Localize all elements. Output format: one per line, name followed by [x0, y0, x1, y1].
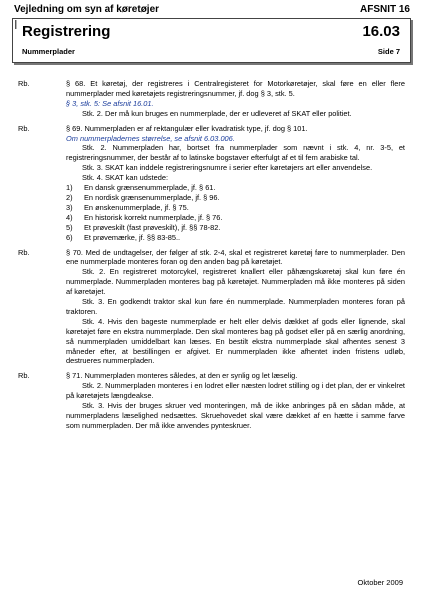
- rule-line: Stk. 2. Nummerpladen monteres i en lodret eller næsten lodret stilling og i det plan, der er vinkelret på køretøjets længdeakse.: [66, 381, 405, 401]
- page-number: Side 7: [377, 47, 400, 56]
- rule-line: Stk. 3. Hvis der bruges skruer ved monteringen, må de ikke anbringes på en sådan måde, at nummerpladens læselighed nedsættes. Skruehovedet skal være dækket af en hætte i samme farve som nummerpladen. Der må ikke anvendes pynteskruer.: [66, 401, 405, 430]
- enumerated-list: [66, 183, 405, 242]
- list-item-text: En ønskenummerplade, jf. § 75.: [84, 202, 189, 212]
- rule-line: Stk. 4. Hvis den bageste nummerplade er helt eller delvis dækket af gods eller lignende, skal køretøjet føre en ekstra nummerplade. Den skal monteres bag på godset eller på en særlig anordning, så nummerpladen umiddelbart kan læses. En bestilt ekstra nummerplade skal afhentes senest 3 måneder efter, at bestillingen er afgivet. Er nummerpladen ikke afhentet inden fristens udløb, destrueres nummerpladen.: [66, 316, 405, 366]
- list-item: [66, 203, 405, 213]
- list-item-text: En nordisk grænsenummerplade, jf. § 96.: [84, 192, 220, 202]
- rule-line: § 69. Nummerpladen er af rektangulær eller kvadratisk type, jf. dog § 101.: [66, 123, 308, 133]
- section-label: AFSNIT 16: [359, 3, 410, 15]
- rule-text: [66, 248, 405, 367]
- cross-reference: § 3, stk. 5: Se afsnit 16.01.: [66, 98, 154, 108]
- rule-marker: Rb.: [18, 371, 30, 381]
- rule-marker: Rb.: [18, 247, 30, 257]
- list-item-text: Et prøvemærke, jf. §§ 83-85..: [84, 232, 181, 242]
- rule-line: Stk. 4. SKAT kan udstede:: [82, 173, 168, 183]
- list-item-text: Et prøveskilt (fast prøveskilt), jf. §§ 78-82.: [84, 222, 221, 232]
- cross-reference: Om nummerpladernes størrelse, se afsnit 6.03.006.: [66, 133, 235, 143]
- rule-text: [66, 124, 405, 243]
- rule-line: Stk. 3. En godkendt traktor skal kun føre én nummerplade. Nummerpladen monteres foran på traktoren.: [66, 297, 405, 316]
- list-item-text: En historisk korrekt nummerplade, jf. § 76.: [84, 212, 223, 222]
- rule-line: Stk. 2. En registreret motorcykel, registreret knallert eller påhængskøretøj skal kun føre én nummerplade. Nummerpladen monteres bag på køretøjet. Nummerpladen må ikke monteres på siden af køretøjet.: [66, 267, 405, 297]
- list-item-number: 5): [66, 222, 73, 232]
- list-item: [66, 183, 405, 193]
- list-item-number: 2): [66, 192, 73, 202]
- rule-text: [66, 371, 405, 430]
- list-item: [66, 233, 405, 243]
- list-item-text: En dansk grænsenummerplade, jf. § 61.: [84, 183, 216, 193]
- list-item: [66, 213, 405, 223]
- rule-marker: Rb.: [18, 123, 30, 133]
- rule-paragraph: [18, 124, 405, 243]
- section-header-box: [12, 18, 411, 63]
- document-body: [18, 79, 405, 436]
- rule-paragraph: [18, 248, 405, 367]
- list-item-number: 1): [66, 183, 73, 193]
- rule-line: Stk. 2. Der må kun bruges en nummerplade, der er udleveret af SKAT eller politiet.: [82, 108, 352, 118]
- rule-text: [66, 79, 405, 119]
- list-item-number: 4): [66, 212, 73, 222]
- list-item-number: 3): [66, 202, 73, 212]
- rule-paragraph: [18, 371, 405, 430]
- section-code: 16.03: [362, 23, 400, 40]
- text-cursor-icon: I: [14, 18, 18, 32]
- rule-line: § 70. Med de undtagelser, der følger af stk. 2-4, skal et registreret køretøj føre to nummerplader. Den ene nummerplade monteres foran og den anden bag på køretøjet.: [66, 247, 405, 267]
- rule-line: § 71. Nummerpladen monteres således, at den er synlig og let læselig.: [66, 371, 298, 381]
- footer-date: Oktober 2009: [357, 578, 403, 587]
- list-item: [66, 223, 405, 233]
- section-title: Registrering: [22, 23, 111, 40]
- rule-line: § 68. Et køretøj, der registreres i Centralregisteret for Motorkøretøjer, skal føre en eller flere nummerplader med køretøjets registreringsnummer, jf. dog § 3, stk. 5.: [66, 79, 405, 98]
- section-subtitle: Nummerplader: [22, 47, 75, 56]
- list-item: [66, 193, 405, 203]
- list-item-number: 6): [66, 232, 73, 242]
- document-series-title: Vejledning om syn af køretøjer: [14, 3, 160, 15]
- rule-line: Stk. 3. SKAT kan inddele registreringsnumre i serier efter køretøjers art eller anvendelse.: [82, 163, 373, 173]
- rule-paragraph: [18, 79, 405, 119]
- rule-line: Stk. 2. Nummerpladen har, bortset fra nummerplader som nævnt i stk. 4, nr. 3-5, et registreringsnummer, der består af to latinske bogstaver efterfulgt af et til fem arabiske tal.: [66, 143, 405, 163]
- document-top-bar: [14, 2, 410, 16]
- rule-marker: Rb.: [18, 79, 30, 88]
